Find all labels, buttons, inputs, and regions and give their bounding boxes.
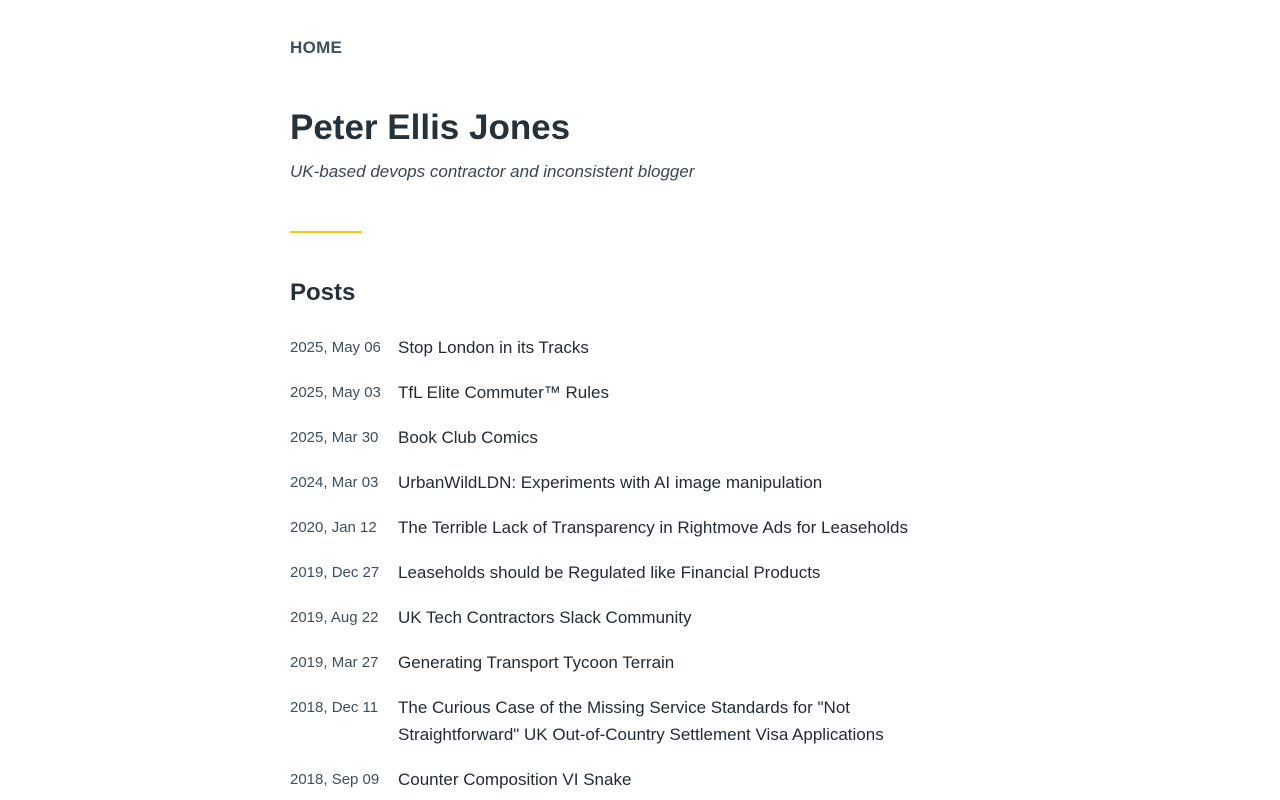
post-date: 2019, Aug 22 bbox=[290, 609, 379, 626]
post-date: 2025, May 03 bbox=[290, 384, 381, 401]
post-item bbox=[290, 379, 990, 406]
post-item bbox=[290, 604, 990, 631]
post-date: 2019, Mar 27 bbox=[290, 654, 379, 671]
post-link[interactable]: The Terrible Lack of Transparency in Rightmove Ads for Leaseholds bbox=[398, 518, 908, 537]
post-date: 2025, May 06 bbox=[290, 339, 381, 356]
post-link[interactable]: Leaseholds should be Regulated like Financial Products bbox=[398, 563, 821, 582]
post-link[interactable]: UK Tech Contractors Slack Community bbox=[398, 608, 692, 627]
post-item bbox=[290, 469, 990, 496]
post-item bbox=[290, 559, 990, 586]
site-tagline: UK-based devops contractor and inconsistent blogger bbox=[290, 162, 695, 181]
accent-divider bbox=[290, 231, 362, 233]
site-title: Peter Ellis Jones bbox=[290, 108, 571, 147]
post-item bbox=[290, 649, 990, 676]
post-date: 2020, Jan 12 bbox=[290, 519, 377, 536]
post-link[interactable]: UrbanWildLDN: Experiments with AI image manipulation bbox=[398, 473, 823, 492]
post-item bbox=[290, 514, 990, 541]
post-item bbox=[290, 424, 990, 451]
posts-heading: Posts bbox=[290, 279, 356, 306]
post-link[interactable]: Stop London in its Tracks bbox=[398, 338, 589, 357]
top-nav bbox=[290, 38, 342, 58]
post-link[interactable]: Counter Composition VI Snake bbox=[398, 770, 632, 789]
post-item bbox=[290, 766, 990, 793]
post-date: 2025, Mar 30 bbox=[290, 429, 379, 446]
post-link[interactable]: The Curious Case of the Missing Service Standards for "Not Straightforward" UK Out-of-Country Settlement Visa Applications bbox=[398, 698, 884, 744]
post-date: 2018, Dec 11 bbox=[290, 699, 379, 716]
post-date: 2024, Mar 03 bbox=[290, 474, 379, 491]
home-link[interactable]: HOME bbox=[290, 38, 343, 57]
post-item bbox=[290, 694, 990, 748]
post-link[interactable]: Book Club Comics bbox=[398, 428, 538, 447]
post-link[interactable]: Generating Transport Tycoon Terrain bbox=[398, 653, 675, 672]
post-item bbox=[290, 334, 990, 361]
post-date: 2019, Dec 27 bbox=[290, 564, 380, 581]
post-date: 2018, Sep 09 bbox=[290, 771, 380, 788]
post-list bbox=[290, 334, 990, 800]
post-link[interactable]: TfL Elite Commuter™ Rules bbox=[398, 383, 609, 402]
